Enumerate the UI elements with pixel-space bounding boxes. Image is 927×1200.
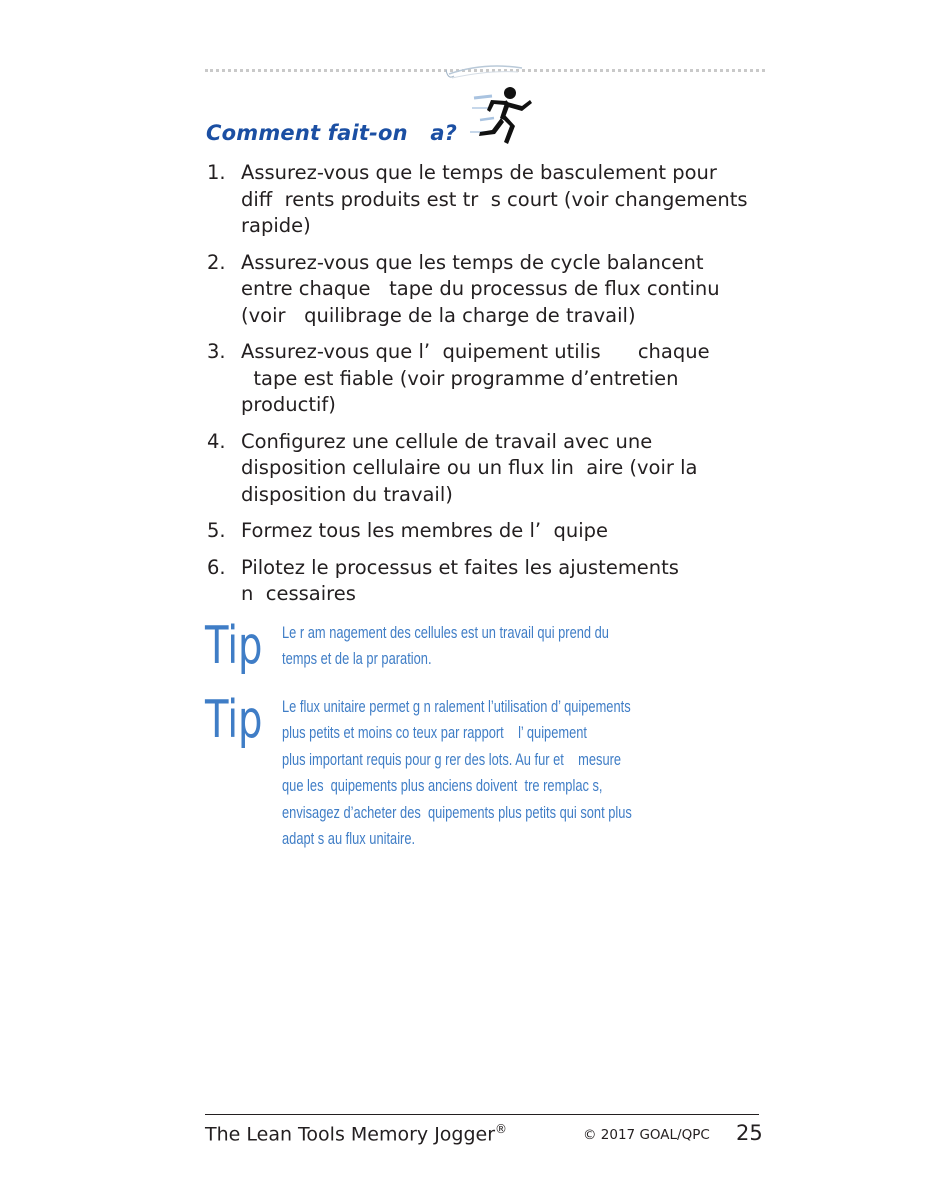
step-line: rapide) (241, 214, 311, 237)
step-line: Formez tous les membres de l’ quipe (241, 519, 609, 542)
tip-text (282, 620, 760, 673)
runner-icon (444, 60, 544, 160)
step-line: Configurez une cellule de travail avec une (241, 429, 653, 453)
tip-box (205, 690, 765, 864)
registered-mark: ® (495, 1122, 508, 1136)
step-number: 4. (207, 429, 226, 453)
tip-box (205, 616, 765, 680)
step-line: diff rents produits est tr s court (voir changements (241, 187, 748, 211)
step-line: tape est fiable (voir programme d’entretien (241, 366, 679, 390)
list-item (207, 250, 767, 330)
tip-line: temps et de la pr paration. (282, 650, 432, 669)
step-number: 6. (207, 555, 226, 579)
tip-line: Le flux unitaire permet g n ralement l’utilisation d’ quipements (282, 698, 631, 716)
step-line: Pilotez le processus et faites les ajustements (241, 555, 679, 579)
step-line: entre chaque tape du processus de flux continu (241, 277, 720, 300)
steps-list (207, 160, 767, 618)
step-number: 1. (207, 161, 226, 184)
step-number: 3. (207, 340, 226, 363)
tip-text (282, 694, 760, 852)
tip-line: Le r am nagement des cellules est un travail qui prend du (282, 624, 609, 642)
list-item (207, 339, 767, 419)
step-line: n cessaires (241, 582, 356, 605)
tip-line: adapt s au flux unitaire. (282, 830, 416, 849)
list-item (207, 555, 767, 608)
step-number: 5. (207, 519, 226, 542)
step-line: productif) (241, 393, 336, 416)
step-line: disposition du travail) (241, 482, 453, 506)
tip-line: que les quipements plus anciens doivent tre remplac s, (282, 777, 603, 796)
list-item (207, 160, 767, 240)
section-heading: Comment fait-on a? (206, 121, 458, 145)
list-item (207, 518, 767, 545)
tip-label: Tip (205, 616, 263, 676)
tip-label: Tip (205, 690, 263, 750)
footer-rule (205, 1114, 759, 1115)
list-item (207, 429, 767, 509)
footer-title-text: The Lean Tools Memory Jogger (205, 1123, 496, 1146)
step-line: (voir quilibrage de la charge de travail) (241, 303, 636, 327)
tip-line: plus important requis pour g rer des lots. Au fur et mesure (282, 750, 622, 769)
tip-line: envisagez d’acheter des quipements plus petits qui sont plus (282, 803, 632, 822)
footer-book-title (205, 1122, 507, 1145)
footer-copyright: © 2017 GOAL/QPC (583, 1127, 710, 1143)
step-line: Assurez-vous que le temps de basculement pour (241, 161, 717, 184)
tip-line: plus petits et moins co teux par rapport l’ quipement (282, 724, 587, 743)
step-number: 2. (207, 250, 226, 274)
step-line: Assurez-vous que l’ quipement utilis chaque (241, 340, 710, 363)
step-line: disposition cellulaire ou un flux lin aire (voir la (241, 456, 698, 479)
page-number: 25 (736, 1121, 763, 1145)
step-line: Assurez-vous que les temps de cycle balancent (241, 250, 704, 274)
